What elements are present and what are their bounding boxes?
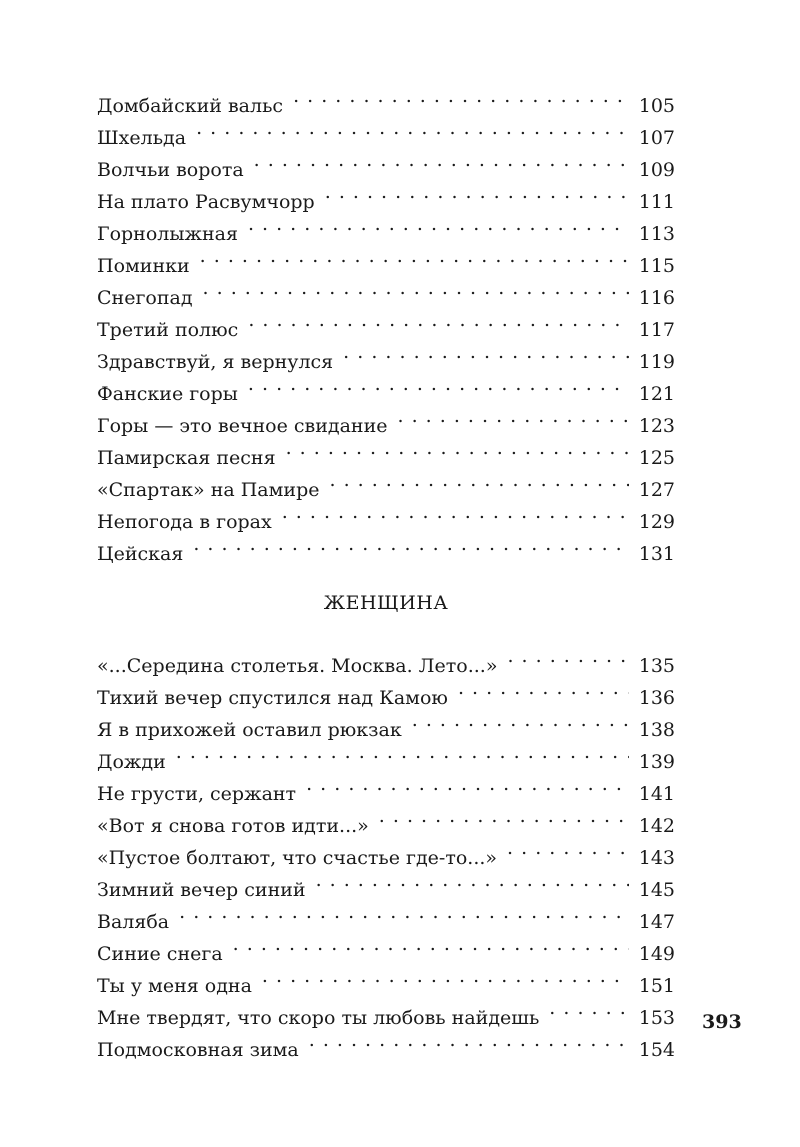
toc-entry-page: 107 [638,127,675,149]
section-heading: ЖЕНЩИНА [323,592,449,614]
toc-entry[interactable] [97,896,675,933]
toc-entry-title: Валяба [97,911,170,933]
toc-entry-page: 153 [638,1007,675,1029]
dot-leader [293,80,629,112]
dot-leader [316,864,629,896]
toc-entry-page: 115 [638,255,675,277]
dot-leader [309,1024,629,1056]
dot-leader [507,640,628,672]
dot-leader [507,832,629,864]
dot-leader [262,960,629,992]
toc-entry-page: 113 [638,223,675,245]
toc-entry-page: 151 [638,975,675,997]
toc-entry-title: Зимний вечер синий [97,879,306,901]
toc-section-2 [97,640,675,1061]
dot-leader [193,528,628,560]
toc-entry-page: 141 [638,783,675,805]
toc-entry-title: Дожди [97,751,166,773]
dot-leader [282,496,629,528]
toc-entry-title: Я в прихожей оставил рюкзак [97,719,402,741]
toc-entry-page: 127 [638,479,675,501]
dot-leader [549,992,628,1024]
toc-entry-page: 119 [638,351,675,373]
toc-entry-title: «Пустое болтают, что счастье где-то...» [97,847,498,869]
dot-leader [412,704,629,736]
toc-entry-title: Шхельда [97,127,187,149]
dot-leader [248,208,629,240]
toc-entry-page: 131 [638,543,675,565]
toc-entry-page: 145 [638,879,675,901]
toc-entry-page: 129 [638,511,675,533]
toc-entry-title: Синие снега [97,943,223,965]
toc-entry-page: 149 [638,943,675,965]
toc-entry-title: Ты у меня одна [97,975,252,997]
toc-entry[interactable] [97,80,675,117]
dot-leader [398,400,629,432]
toc-entry-page: 139 [638,751,675,773]
dot-leader [200,240,629,272]
toc-entry[interactable] [97,736,675,773]
toc-entry-page: 147 [638,911,675,933]
toc-entry-title: Памирская песня [97,447,276,469]
toc-entry[interactable] [97,640,675,677]
dot-leader [203,272,629,304]
toc-entry-title: Поминки [97,255,190,277]
page-number: 393 [702,1011,742,1033]
dot-leader [248,304,628,336]
toc-entry-page: 135 [638,655,675,677]
dot-leader [379,800,629,832]
toc-entry-page: 117 [638,319,675,341]
toc-entry-page: 136 [638,687,675,709]
toc-entry-title: «Спартак» на Памире [97,479,320,501]
toc-entry-title: Мне твердят, что скоро ты любовь найдешь [97,1007,540,1029]
toc-entry-title: Цейская [97,543,184,565]
toc-entry-title: Подмосковная зима [97,1039,299,1061]
toc-entry-title: «Вот я снова готов идти...» [97,815,369,837]
toc-entry-title: Не грусти, сержант [97,783,297,805]
dot-leader [196,112,629,144]
toc-entry-title: Волчьи ворота [97,159,244,181]
toc-entry-page: 109 [638,159,675,181]
toc-entry-title: Третий полюс [97,319,239,341]
dot-leader [458,672,629,704]
toc-entry-page: 123 [638,415,675,437]
toc-entry-title: Фанские горы [97,383,238,405]
toc-entry-title: На плато Расвумчорр [97,191,315,213]
dot-leader [343,336,629,368]
dot-leader [254,144,629,176]
toc-entry-page: 143 [638,847,675,869]
dot-leader [233,928,629,960]
toc-entry-page: 125 [638,447,675,469]
toc-entry-page: 116 [638,287,675,309]
toc-entry-title: «...Середина столетья. Москва. Лето...» [97,655,498,677]
toc-entry-title: Снегопад [97,287,193,309]
toc-entry-title: Горнолыжная [97,223,238,245]
toc-entry-title: Здравствуй, я вернулся [97,351,334,373]
toc-entry-title: Горы — это вечное свидание [97,415,388,437]
toc-entry-title: Домбайский вальс [97,95,284,117]
dot-leader [329,464,628,496]
toc-entry-page: 121 [638,383,675,405]
toc-entry[interactable] [97,928,675,965]
toc-entry-page: 138 [638,719,675,741]
toc-entry[interactable] [97,768,675,805]
dot-leader [248,368,629,400]
dot-leader [325,176,629,208]
dot-leader [179,896,629,928]
dot-leader [286,432,629,464]
toc-entry-page: 105 [638,95,675,117]
toc-entry-title: Тихий вечер спустился над Камою [97,687,448,709]
toc-entry-page: 154 [638,1039,675,1061]
dot-leader [176,736,629,768]
toc-section-1 [97,80,675,565]
dot-leader [306,768,629,800]
toc-entry-title: Непогода в горах [97,511,272,533]
toc-entry-page: 111 [638,191,675,213]
toc-entry-page: 142 [638,815,675,837]
